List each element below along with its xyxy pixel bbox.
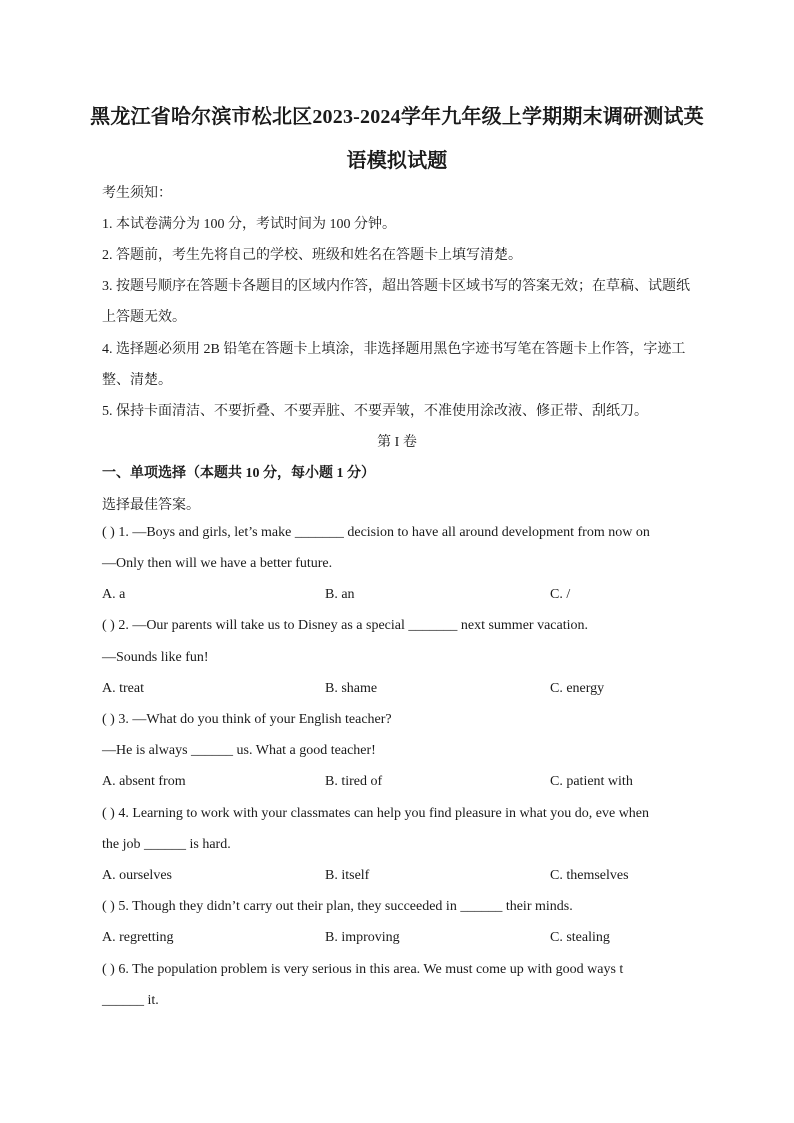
question-4-option-a: A. ourselves	[102, 868, 172, 883]
question-5-stem: ( ) 5. Though they didn’t carry out their plan, they succeeded in ______ their minds.	[102, 899, 573, 914]
question-5-option-b: B. improving	[325, 930, 400, 945]
question-3-option-a: A. absent from	[102, 774, 186, 789]
question-3-stem: ( ) 3. —What do you think of your English teacher?	[102, 712, 392, 727]
question-1-option-c: C. /	[550, 587, 571, 602]
question-5-option-a: A. regretting	[102, 930, 174, 945]
question-1-option-b: B. an	[325, 587, 355, 602]
question-4-stem: ( ) 4. Learning to work with your classmates can help you find pleasure in what you do, eve when	[102, 806, 650, 821]
question-5-option-c: C. stealing	[550, 930, 610, 945]
question-3-reply: —He is always ______ us. What a good teacher!	[102, 743, 376, 758]
question-2-option-a: A. treat	[102, 681, 144, 696]
exam-title-line-2: 语模拟试题	[346, 150, 448, 172]
question-2-option-c: C. energy	[550, 681, 605, 696]
question-6-stem-continued: ______ it.	[102, 993, 159, 1008]
question-2-stem: ( ) 2. —Our parents will take us to Disney as a special _______ next summer vacation.	[102, 618, 588, 633]
question-2-reply: —Sounds like fun!	[102, 650, 209, 665]
section-instruction: 选择最佳答案。	[102, 498, 200, 513]
notice-item: 4. 选择题必须用 2B 铅笔在答题卡上填涂，非选择题用黑色字迹书写笔在答题卡上作答，字迹工	[102, 342, 686, 357]
question-1-stem: ( ) 1. —Boys and girls, let’s make _______ decision to have all around development from now on	[102, 525, 650, 540]
section-heading: 一、单项选择（本题共 10 分，每小题 1 分）	[102, 466, 375, 481]
notice-item-continued: 上答题无效。	[102, 310, 186, 325]
notice-item: 1. 本试卷满分为 100 分，考试时间为 100 分钟。	[102, 217, 396, 232]
exam-title-line-1: 黑龙江省哈尔滨市松北区2023-2024学年九年级上学期期末调研测试英	[90, 106, 704, 128]
question-2-option-b: B. shame	[325, 681, 378, 696]
notice-item: 5. 保持卡面清洁、不要折叠、不要弄脏、不要弄皱，不准使用涂改液、修正带、刮纸刀。	[102, 404, 648, 419]
notice-heading: 考生须知：	[102, 186, 172, 201]
question-4-stem-continued: the job ______ is hard.	[102, 837, 231, 852]
question-4-option-b: B. itself	[325, 868, 370, 883]
question-3-option-c: C. patient with	[550, 774, 633, 789]
question-1-reply: —Only then will we have a better future.	[102, 556, 333, 571]
question-6-stem: ( ) 6. The population problem is very serious in this area. We must come up with good ways t	[102, 962, 624, 977]
question-3-option-b: B. tired of	[325, 774, 383, 789]
notice-item: 3. 按题号顺序在答题卡各题目的区域内作答，超出答题卡区域书写的答案无效；在草稿、试题纸	[102, 279, 690, 294]
volume-label: 第 I 卷	[377, 435, 417, 450]
notice-item: 2. 答题前，考生先将自己的学校、班级和姓名在答题卡上填写清楚。	[102, 248, 522, 263]
question-1-option-a: A. a	[102, 587, 126, 602]
question-4-option-c: C. themselves	[550, 868, 629, 883]
notice-item-continued: 整、清楚。	[102, 373, 172, 388]
